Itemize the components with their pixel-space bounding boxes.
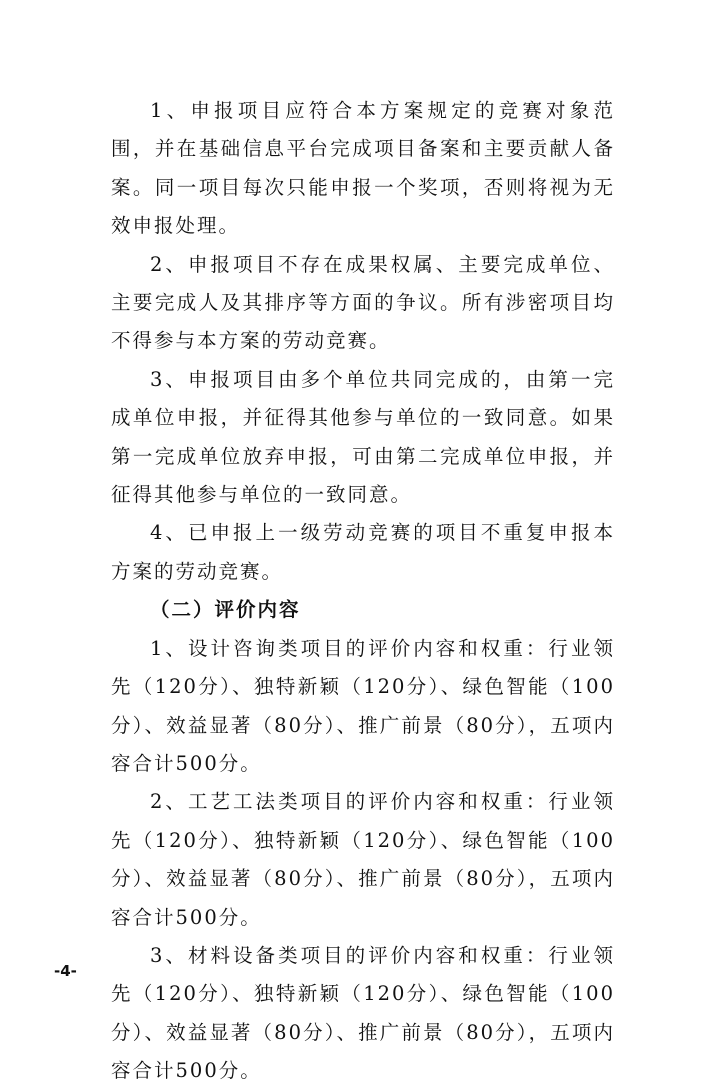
paragraph-requirement-2: 2、申报项目不存在成果权属、主要完成单位、主要完成人及其排序等方面的争议。所有涉密项目均不得参与本方案的劳动竞赛。	[111, 252, 615, 353]
paragraph-requirement-1: 1、申报项目应符合本方案规定的竞赛对象范围，并在基础信息平台完成项目备案和主要贡献人备案。同一项目每次只能申报一个奖项，否则将视为无效申报处理。	[111, 99, 615, 238]
paragraph-evaluation-materials: 3、材料设备类项目的评价内容和权重：行业领先（120分）、独特新颖（120分）、绿色智能（100分）、效益显著（80分）、推广前景（80分），五项内容合计500分。	[111, 943, 615, 1083]
section-heading: （二）评价内容	[150, 598, 301, 622]
page-number: -4-	[54, 962, 77, 980]
document-body	[111, 92, 615, 1091]
paragraph-evaluation-design: 1、设计咨询类项目的评价内容和权重：行业领先（120分）、独特新颖（120分）、绿色智能（100分）、效益显著（80分）、推广前景（80分），五项内容合计500分。	[111, 636, 615, 775]
paragraph-evaluation-process: 2、工艺工法类项目的评价内容和权重：行业领先（120分）、独特新颖（120分）、绿色智能（100分）、效益显著（80分）、推广前景（80分），五项内容合计500分。	[111, 790, 615, 929]
paragraph-requirement-3: 3、申报项目由多个单位共同完成的，由第一完成单位申报，并征得其他参与单位的一致同意。如果第一完成单位放弃申报，可由第二完成单位申报，并征得其他参与单位的一致同意。	[111, 367, 615, 507]
paragraph-requirement-4: 4、已申报上一级劳动竞赛的项目不重复申报本方案的劳动竞赛。	[111, 521, 615, 583]
